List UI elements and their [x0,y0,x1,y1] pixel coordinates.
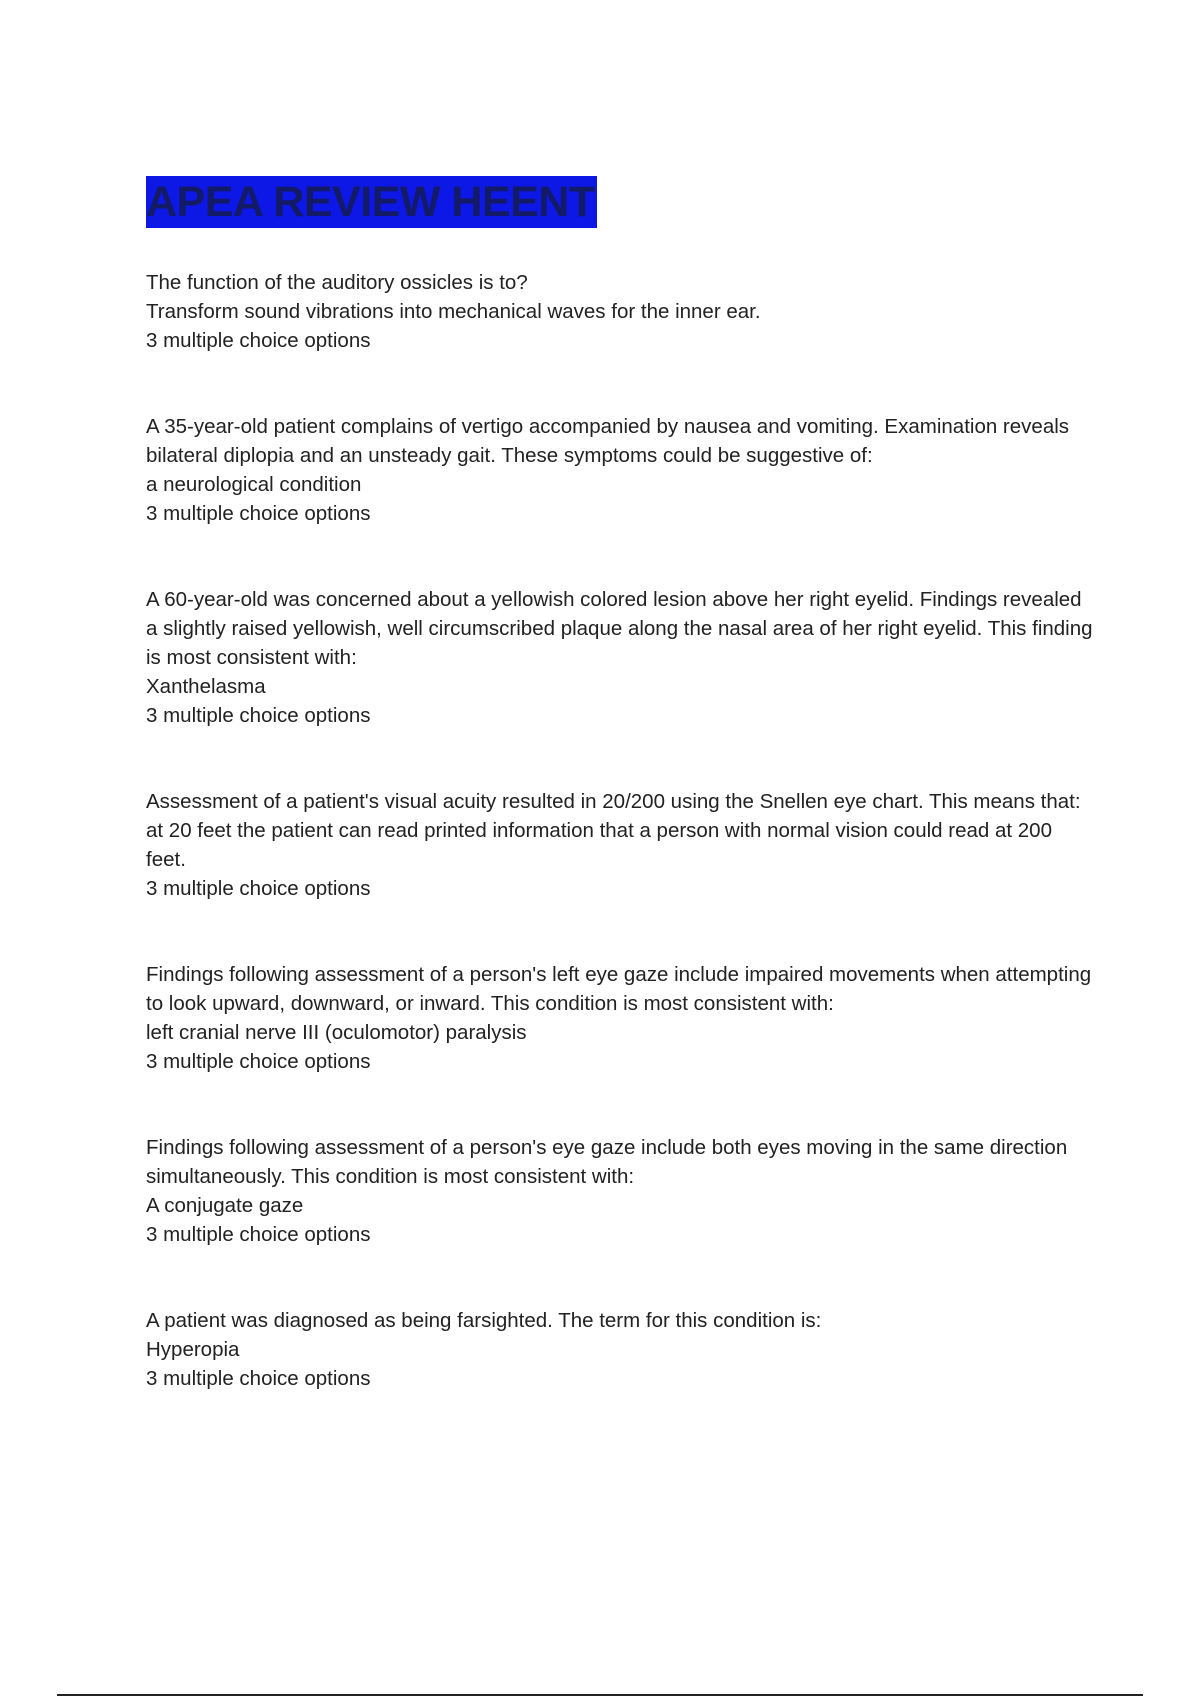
options-note: 3 multiple choice options [146,704,371,727]
question-item [146,1133,1096,1249]
title-block [146,176,597,228]
options-note: 3 multiple choice options [146,329,371,352]
options-note: 3 multiple choice options [146,1050,371,1073]
question-text: Findings following assessment of a person's left eye gaze include impaired movements when attempting to look upward, downward, or inward. This condition is most consistent with: [146,963,1092,1015]
answer-text: Transform sound vibrations into mechanical waves for the inner ear. [146,300,761,323]
question-item [146,585,1096,730]
footer-divider [57,1694,1143,1696]
question-item [146,1306,1096,1393]
options-note: 3 multiple choice options [146,502,371,525]
answer-text: at 20 feet the patient can read printed information that a person with normal vision could read at 200 feet. [146,819,1052,871]
question-text: Assessment of a patient's visual acuity resulted in 20/200 using the Snellen eye chart. This means that: [146,790,1081,813]
document-title: APEA REVIEW HEENT [146,178,595,226]
options-note: 3 multiple choice options [146,877,371,900]
question-item [146,268,1096,355]
answer-text: left cranial nerve III (oculomotor) paralysis [146,1021,527,1044]
answer-text: Hyperopia [146,1338,240,1361]
question-text: Findings following assessment of a person's eye gaze include both eyes moving in the same direction simultaneously. This condition is most consistent with: [146,1136,1068,1188]
question-item [146,787,1096,903]
question-text: The function of the auditory ossicles is to? [146,271,528,294]
question-text: A 60-year-old was concerned about a yellowish colored lesion above her right eyelid. Findings revealed a slightly raised yellowish, well circumscribed plaque along the nasal area of her right eyelid. This finding is most consistent with: [146,588,1093,669]
question-text: A 35-year-old patient complains of vertigo accompanied by nausea and vomiting. Examination reveals bilateral diplopia and an unsteady gait. These symptoms could be suggestive of: [146,415,1070,467]
question-list [146,268,1096,1450]
answer-text: A conjugate gaze [146,1194,304,1217]
question-text: A patient was diagnosed as being farsighted. The term for this condition is: [146,1309,822,1332]
options-note: 3 multiple choice options [146,1367,371,1390]
options-note: 3 multiple choice options [146,1223,371,1246]
question-item [146,960,1096,1076]
answer-text: Xanthelasma [146,675,266,698]
question-item [146,412,1096,528]
answer-text: a neurological condition [146,473,362,496]
